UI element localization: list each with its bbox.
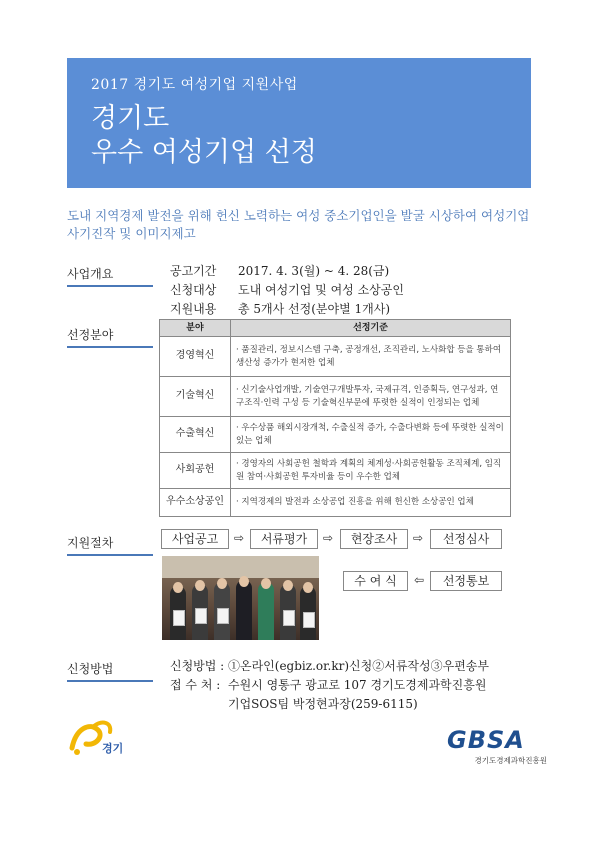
- field-name: 기술혁신: [160, 377, 231, 417]
- field-criteria: · 신기술사업개발, 기술연구개발투자, 국제규격, 인증획득, 연구성과, 연구조직·인력 구성 등 기술혁신부문에 뚜렷한 실적이 인정되는 업체: [231, 377, 511, 417]
- step-final-review: 선정심사: [430, 529, 502, 549]
- gyeonggi-logo: [68, 718, 136, 758]
- overview-value: 2017. 4. 3(월) ~ 4. 28(금): [238, 264, 390, 278]
- apply-row: [170, 695, 489, 714]
- section-label-fields: 선정분야: [67, 326, 151, 346]
- overview-key: 공고기간: [170, 264, 217, 278]
- photo-head: [217, 578, 227, 589]
- photo-certificate: [303, 612, 315, 628]
- table-row: [160, 377, 511, 417]
- step-notification: 선정통보: [430, 571, 502, 591]
- overview-key: 신청대상: [170, 283, 217, 297]
- field-criteria: · 지역경제의 발전과 소상공업 진흥을 위해 헌신한 소상공인 업체: [231, 489, 511, 517]
- apply-row: [170, 676, 489, 695]
- photo-head: [173, 582, 183, 593]
- field-criteria: · 우수상품 해외시장개척, 수출실적 증가, 수출다변화 등에 뚜렷한 실적이 있는 업체: [231, 417, 511, 453]
- photo-head: [261, 578, 271, 589]
- photo-head: [283, 580, 293, 591]
- arrow-left-icon: ⇦: [414, 573, 425, 587]
- intro-text: 도내 지역경제 발전을 위해 헌신 노력하는 여성 중소기업인을 발굴 시상하여 여성기업 사기진작 및 이미지제고: [67, 208, 530, 241]
- overview-value: 총 5개사 선정(분야별 1개사): [238, 302, 390, 316]
- photo-person: [236, 580, 252, 640]
- photo-head: [195, 580, 205, 591]
- section-label-apply: 신청방법: [67, 660, 151, 680]
- field-name: 수출혁신: [160, 417, 231, 453]
- photo-certificate: [217, 608, 229, 624]
- apply-row: [170, 657, 489, 676]
- gbsa-logo-text: GBSA: [447, 726, 525, 754]
- photo-head: [303, 582, 313, 593]
- apply-key: 신청방법 :: [170, 659, 225, 673]
- overview-key: 지원내용: [170, 302, 217, 316]
- field-name: 사회공헌: [160, 453, 231, 489]
- table-row: [160, 417, 511, 453]
- header-banner: [67, 58, 531, 188]
- photo-person: [258, 582, 274, 640]
- overview-list: [170, 262, 404, 319]
- overview-row: [170, 281, 404, 300]
- overview-row: [170, 262, 404, 281]
- photo-backdrop: [162, 556, 319, 578]
- header-criteria: 선정기준: [231, 320, 511, 337]
- table-row: [160, 337, 511, 377]
- table-row: [160, 489, 511, 517]
- step-award-ceremony: 수 여 식: [343, 571, 408, 591]
- arrow-right-icon: ⇨: [234, 531, 245, 545]
- arrow-right-icon: ⇨: [323, 531, 334, 545]
- step-site-inspection: 현장조사: [340, 529, 408, 549]
- section-label-overview: 사업개요: [67, 265, 151, 285]
- field-name: 경영혁신: [160, 337, 231, 377]
- apply-value: 기업SOS팀 박정현과장(259-6115): [228, 697, 418, 711]
- field-criteria: · 품질관리, 정보시스템 구축, 공정개선, 조직관리, 노사화합 등을 통하여 생산성 증가가 현저한 업체: [231, 337, 511, 377]
- banner-title-line1: 경기도: [91, 103, 170, 134]
- field-name: 우수소상공인: [160, 489, 231, 517]
- photo-certificate: [195, 608, 207, 624]
- banner-subtitle: 2017 경기도 여성기업 지원사업: [91, 77, 298, 93]
- header-field: 분야: [160, 320, 231, 337]
- photo-certificate: [173, 610, 185, 626]
- section-label-procedure: 지원절차: [67, 534, 151, 554]
- apply-key: [170, 695, 228, 714]
- table-row: [160, 453, 511, 489]
- apply-value: 수원시 영통구 광교로 107 경기도경제과학진흥원: [228, 678, 487, 692]
- photo-head: [239, 576, 249, 587]
- gbsa-logo: [447, 727, 547, 771]
- banner-title-line2: 우수 여성기업 선정: [91, 137, 317, 168]
- step-document-review: 서류평가: [250, 529, 318, 549]
- gyeonggi-logo-text: 경기: [102, 742, 124, 755]
- apply-value: ①온라인(egbiz.or.kr)신청②서류작성③우편송부: [228, 659, 489, 673]
- overview-value: 도내 여성기업 및 여성 소상공인: [238, 283, 404, 297]
- apply-key: 접 수 처 :: [170, 678, 221, 692]
- apply-info: [170, 657, 489, 714]
- photo-certificate: [283, 610, 295, 626]
- award-photo: [162, 556, 319, 640]
- step-announcement: 사업공고: [161, 529, 229, 549]
- selection-criteria-table: [159, 319, 511, 517]
- field-criteria: · 경영자의 사회공헌 철학과 계획의 체계성·사회공헌활동 조직체계, 임직원 참여·사회공헌 투자비율 등이 우수한 업체: [231, 453, 511, 489]
- overview-row: [170, 300, 404, 319]
- table-header-row: [160, 320, 511, 337]
- gbsa-caption: 경기도경제과학진흥원: [474, 756, 547, 765]
- arrow-right-icon: ⇨: [413, 531, 424, 545]
